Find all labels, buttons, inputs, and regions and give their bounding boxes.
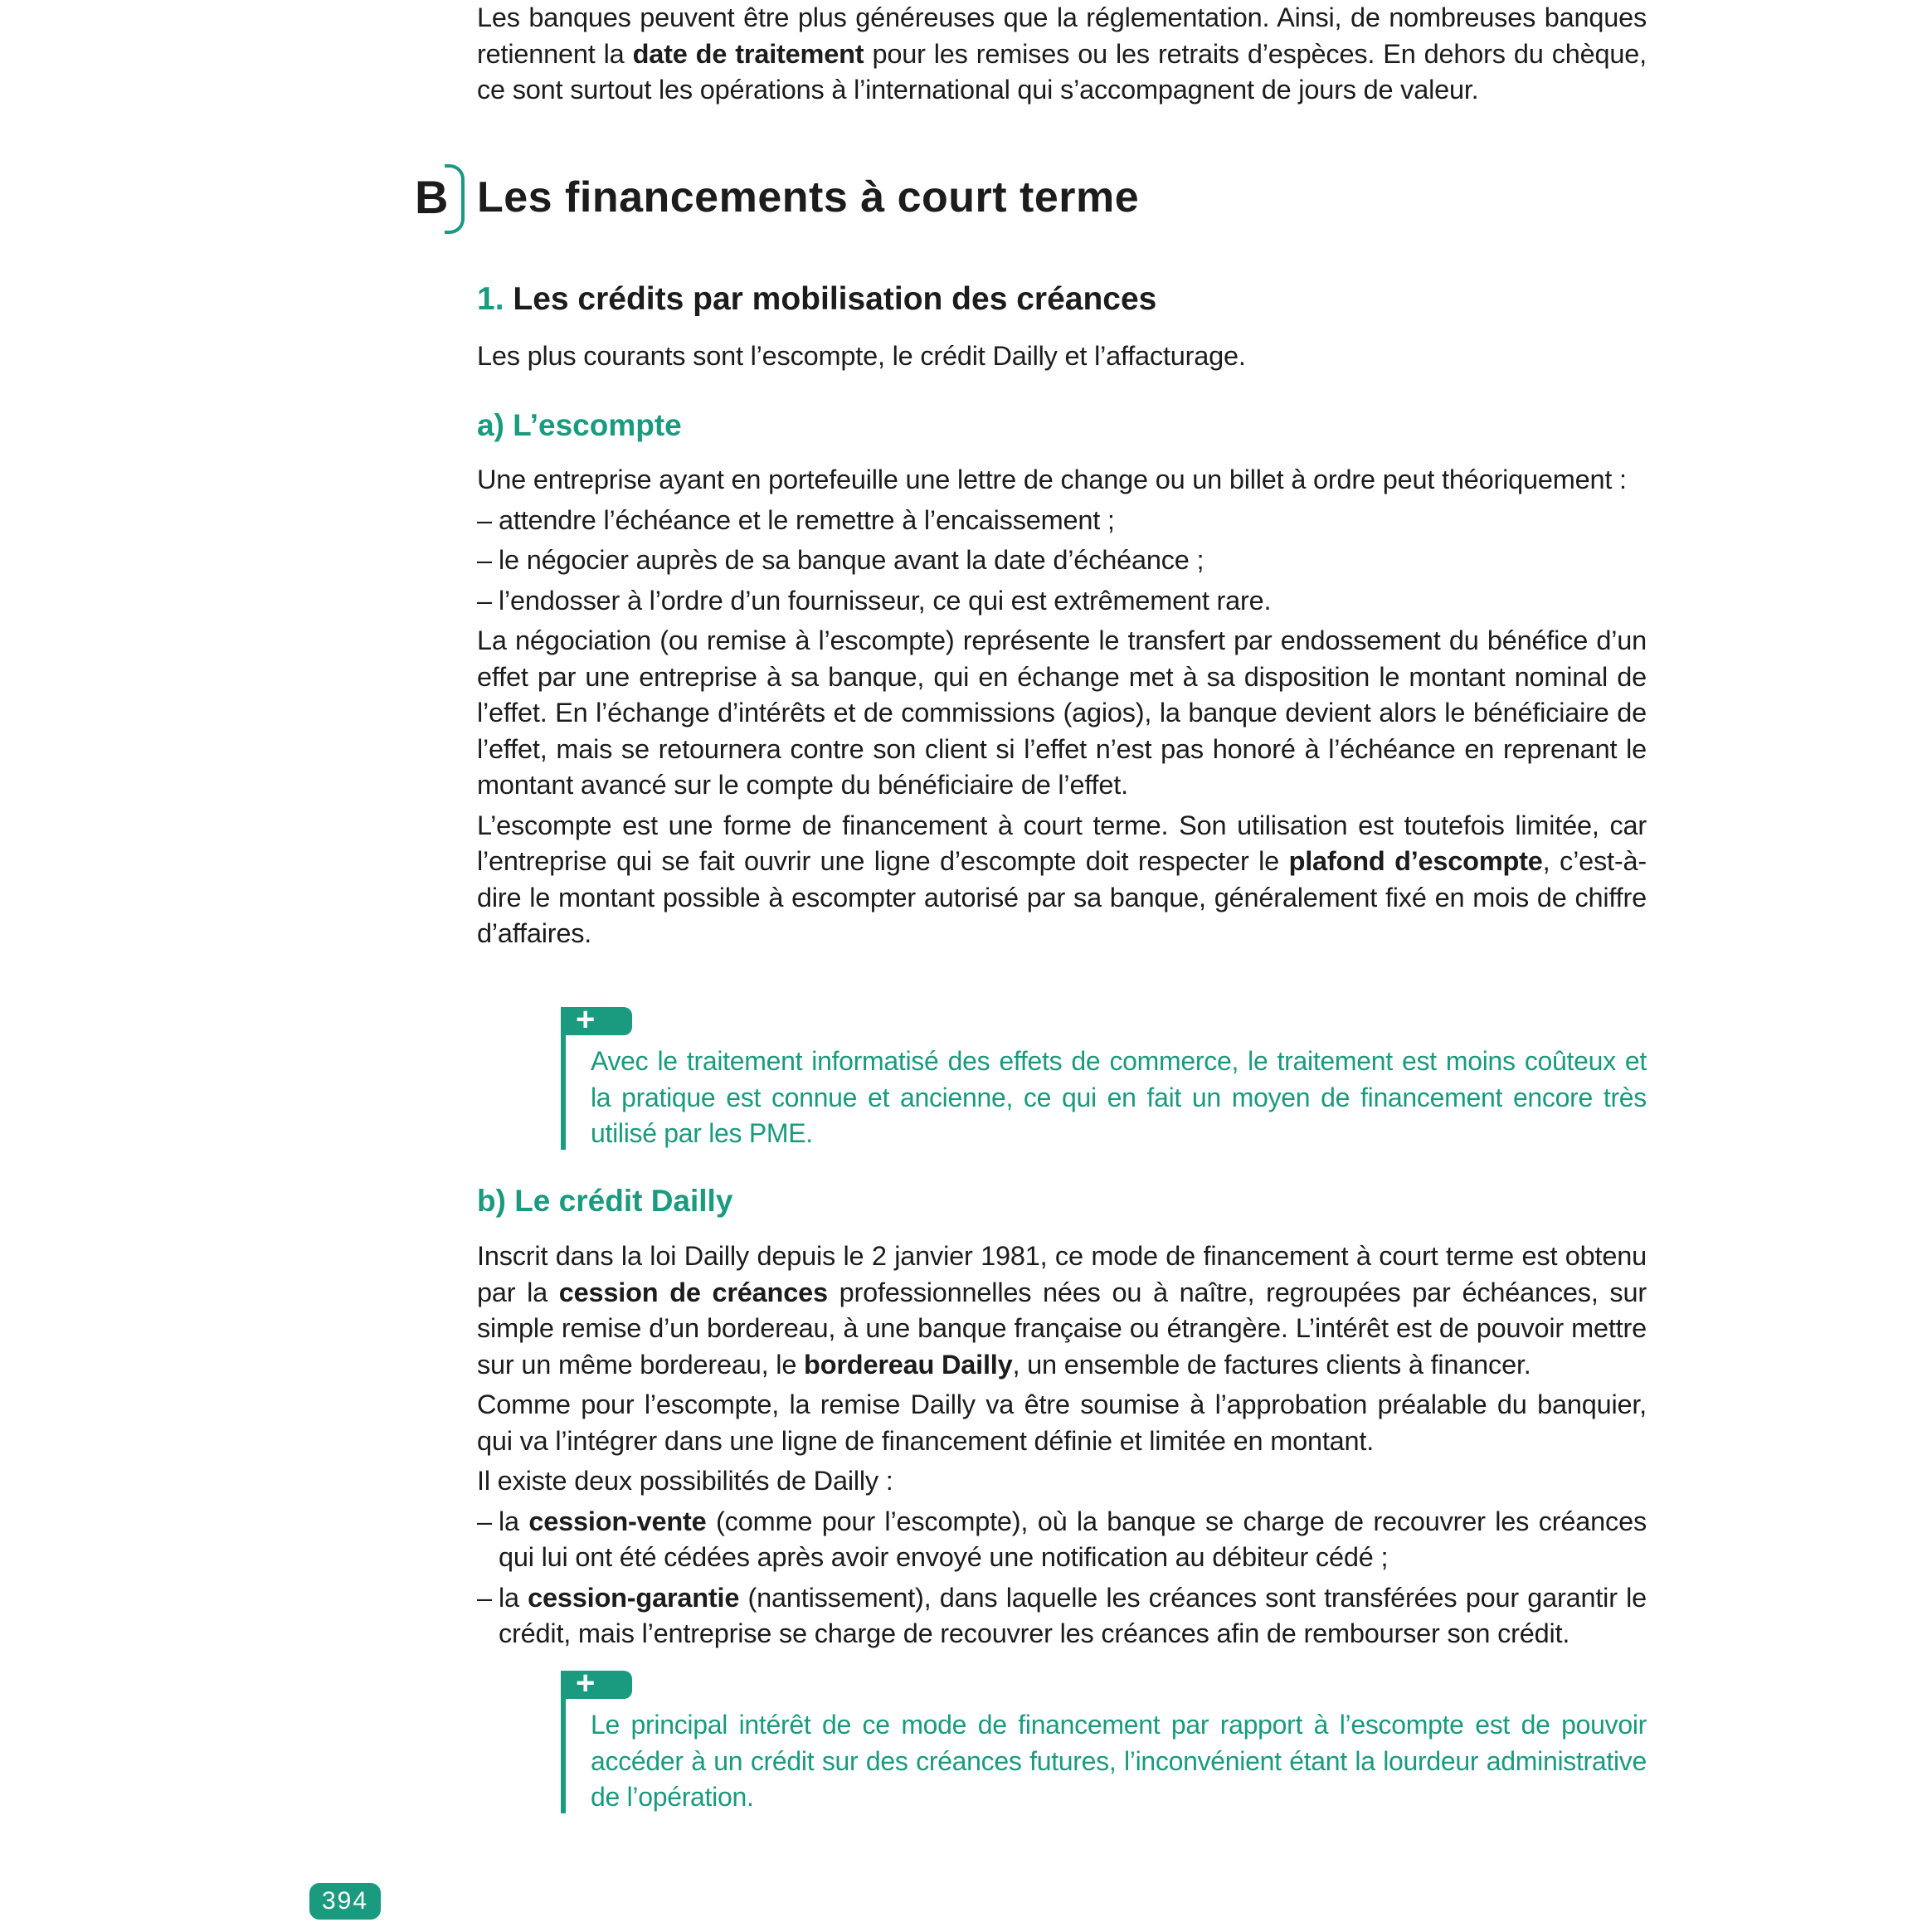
part-a-paragraph-1: La négociation (ou remise à l’escompte) représente le transfert par endossement du bénéfice d’un effet par une entreprise à sa banque, qui en échange met à sa disposition le montant nominal de l’effet. En l’échange d’intérêts et de commissions (agios), la banque devient alors le bénéficiaire de l’effet, mais se retournera contre son client si l’effet n’est pas honoré à l’échéance en reprenant le montant avancé sur le compte du bénéficiaire de l’effet. bbox=[477, 625, 1647, 800]
list-item-text: la bbox=[499, 1582, 528, 1613]
part-b-paragraph-3: Il existe deux possibilités de Dailly : bbox=[477, 1466, 893, 1496]
para-text: L’escompte est une forme de financement à court terme. Son utilisation est toutefois limitée, car l’entreprise qui se fait ouvrir une ligne d’escompte doit respecter le bbox=[477, 810, 1647, 876]
list-item bbox=[477, 583, 1647, 620]
bold-term: cession de créances bbox=[558, 1277, 828, 1307]
subsection-lead bbox=[477, 338, 1647, 375]
list-item-text: (comme pour l’escompte), où la banque se charge de recouvrer les créances qui lui ont été cédées après avoir envoyé une notification au débiteur cédé ; bbox=[499, 1506, 1647, 1572]
subsection-title: Les crédits par mobilisation des créances bbox=[513, 281, 1157, 317]
list-item-text: l’endosser à l’ordre d’un fournisseur, ce qui est extrêmement rare. bbox=[499, 585, 1272, 616]
part-b-title: b) Le crédit Dailly bbox=[477, 1184, 733, 1218]
list-dash: – bbox=[477, 545, 492, 575]
part-a-title: a) L’escompte bbox=[477, 408, 682, 442]
list-item bbox=[477, 1504, 1647, 1576]
subsection-heading bbox=[477, 278, 1647, 321]
list-item bbox=[477, 503, 1647, 539]
plus-icon: + bbox=[576, 1665, 596, 1701]
intro-text: Les banques peuvent être plus généreuses que la réglementation. Ainsi, de nombreuses banques retiennent la bbox=[477, 2, 1647, 69]
part-b-paragraph-1 bbox=[477, 1239, 1647, 1383]
section-bracket-icon bbox=[445, 164, 465, 234]
note-box bbox=[561, 1001, 1647, 1150]
para-text: , c’est-à-dire le montant possible à escompter autorisé par sa banque, généralement fixé en mois de chiffre d’affaires. bbox=[477, 846, 1647, 948]
part-a-body bbox=[477, 462, 1647, 952]
part-a-paragraph-2 bbox=[477, 808, 1647, 952]
section-title: Les financements à court terme bbox=[477, 173, 1140, 221]
note-tab bbox=[561, 1001, 632, 1038]
list-item-text: le négocier auprès de sa banque avant la date d’échéance ; bbox=[499, 545, 1204, 575]
list-item bbox=[477, 543, 1647, 579]
list-item-text: attendre l’échéance et le remettre à l’encaissement ; bbox=[499, 504, 1115, 535]
bold-term: cession-vente bbox=[528, 1506, 707, 1536]
intro-paragraph bbox=[477, 0, 1647, 109]
section-letter: B bbox=[415, 171, 449, 223]
para-text: professionnelles nées ou à naître, regroupées par échéances, sur simple remise d’un bordereau, à une banque française ou étrangère. L’intérêt est de pouvoir mettre sur un même bordereau, le bbox=[477, 1277, 1647, 1380]
bold-term: cession-garantie bbox=[528, 1582, 740, 1613]
part-a-intro: Une entreprise ayant en portefeuille une lettre de change ou un billet à ordre peut théoriquement : bbox=[477, 465, 1627, 494]
note-text: Avec le traitement informatisé des effets de commerce, le traitement est moins coûteux et la pratique est connue et ancienne, ce qui en fait un moyen de financement encore très utilisé par les PME. bbox=[591, 1046, 1647, 1148]
list-dash: – bbox=[477, 1506, 492, 1536]
list-item-text: la bbox=[499, 1506, 529, 1536]
list-dash: – bbox=[477, 1582, 492, 1613]
note-text: Le principal intérêt de ce mode de financement par rapport à l’escompte est de pouvoir accéder à un crédit sur des créances futures, l’inconvénient étant la lourdeur administrative de l’opération. bbox=[591, 1710, 1647, 1812]
intro-text-end: pour les remises ou les retraits d’espèces. En dehors du chèque, ce sont surtout les opérations à l’international qui s’accompagnent de jours de valeur. bbox=[477, 38, 1647, 105]
list-item-text: (nantissement), dans laquelle les créances sont transférées pour garantir le crédit, mais l’entreprise se charge de recouvrer les créances afin de rembourser son crédit. bbox=[499, 1582, 1647, 1648]
intro-bold-term: date de traitement bbox=[632, 38, 864, 69]
list-dash: – bbox=[477, 585, 492, 616]
para-text: Inscrit dans la loi Dailly depuis le 2 janvier 1981, ce mode de financement à court terme est obtenu par la bbox=[477, 1241, 1647, 1307]
list-item bbox=[477, 1580, 1647, 1652]
bold-term: bordereau Dailly bbox=[804, 1349, 1013, 1380]
plus-icon: + bbox=[576, 1001, 596, 1038]
page-number: 394 bbox=[309, 1883, 381, 1920]
para-text: , un ensemble de factures clients à financer. bbox=[1012, 1349, 1531, 1380]
part-b-paragraph-2: Comme pour l’escompte, la remise Dailly va être soumise à l’approbation préalable du banquier, qui va l’intégrer dans une ligne de financement définie et limitée en montant. bbox=[477, 1389, 1647, 1456]
note-box bbox=[561, 1665, 1647, 1813]
list-dash: – bbox=[477, 504, 492, 535]
subsection-number: 1. bbox=[477, 281, 504, 317]
bold-term: plafond d’escompte bbox=[1288, 846, 1543, 876]
note-tab bbox=[561, 1665, 632, 1701]
part-b-body bbox=[477, 1239, 1647, 1652]
subsection-lead-text: Les plus courants sont l’escompte, le crédit Dailly et l’affacturage. bbox=[477, 341, 1246, 371]
